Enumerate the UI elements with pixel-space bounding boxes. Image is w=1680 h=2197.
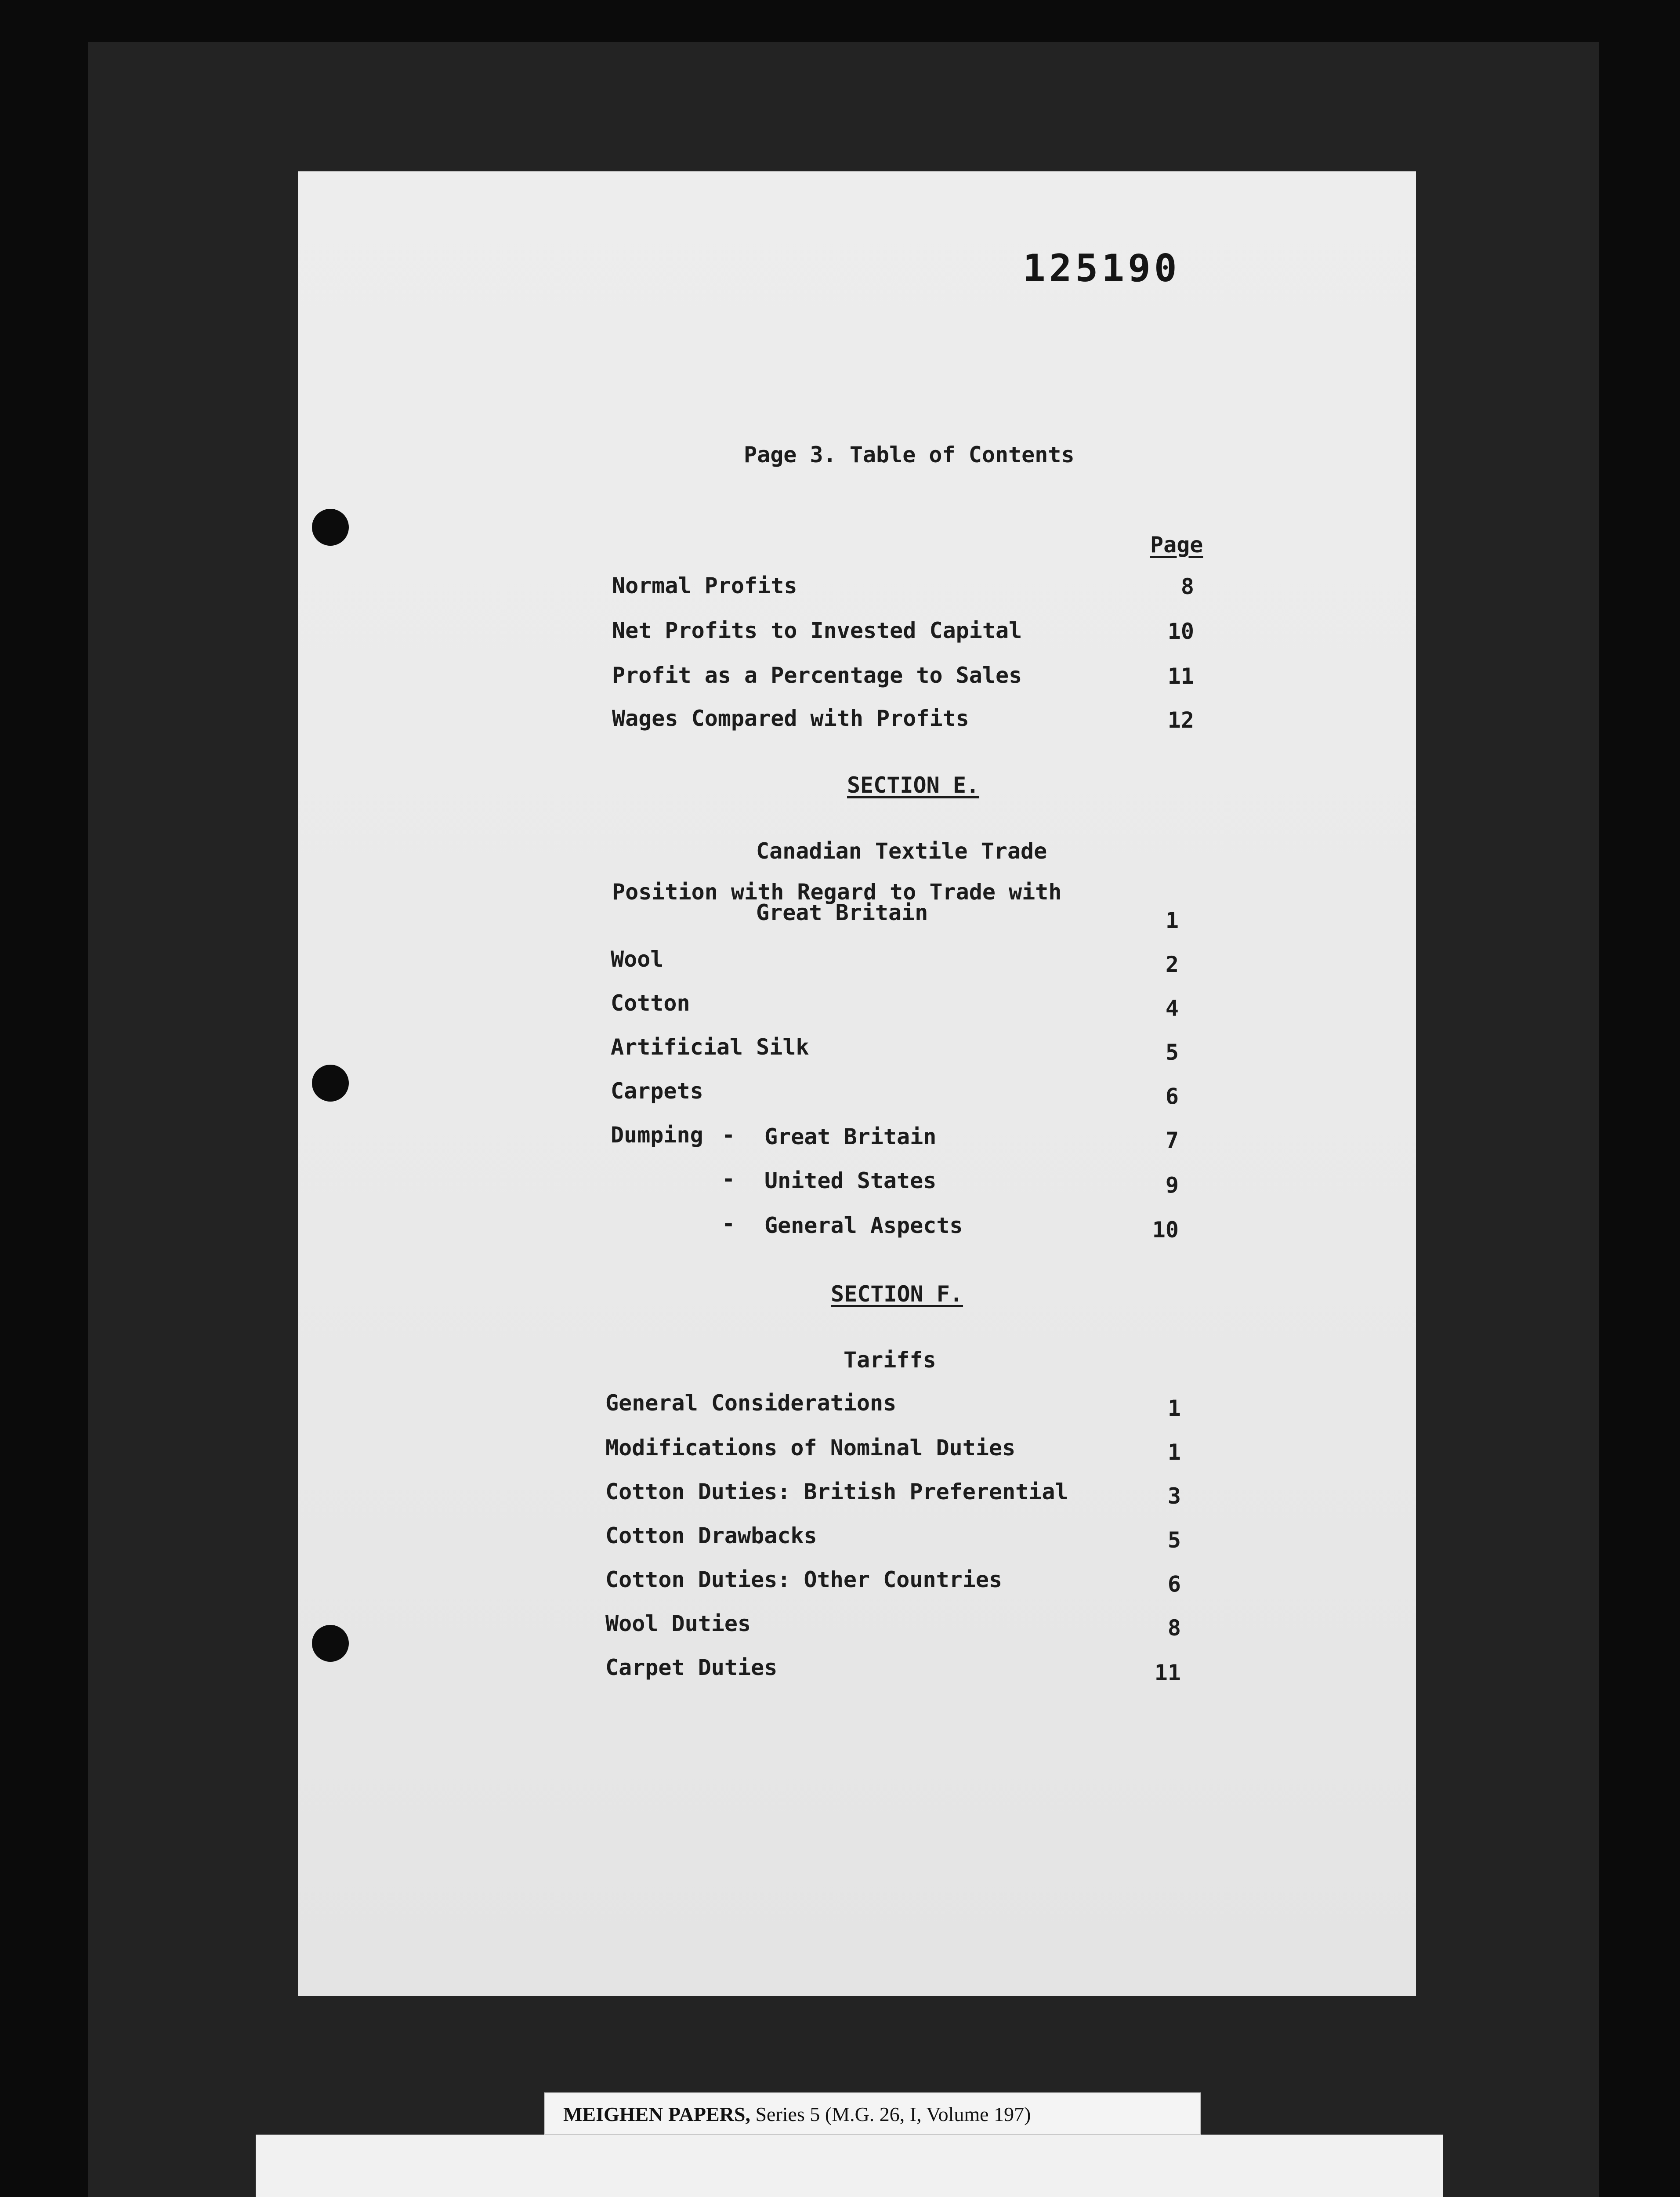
toc-entry-title: Normal Profits bbox=[612, 573, 797, 598]
toc-entry-title: Profit as a Percentage to Sales bbox=[612, 663, 1022, 688]
toc-entry-page: 10 bbox=[1152, 1217, 1179, 1243]
toc-entry-title: Wages Compared with Profits bbox=[612, 706, 969, 731]
toc-entry-page: 2 bbox=[1165, 952, 1179, 977]
punch-hole bbox=[312, 1625, 349, 1662]
toc-entry-page: 3 bbox=[1167, 1483, 1181, 1509]
toc-entry-page: 8 bbox=[1167, 1615, 1181, 1641]
toc-entry-page: 6 bbox=[1167, 1571, 1181, 1597]
toc-entry-title: Wool Duties bbox=[605, 1611, 751, 1636]
toc-entry-page: 6 bbox=[1165, 1084, 1179, 1109]
toc-entry-title: Net Profits to Invested Capital bbox=[612, 618, 1022, 643]
toc-entry-page: 9 bbox=[1165, 1172, 1179, 1198]
toc-entry-page: 1 bbox=[1167, 1439, 1181, 1465]
document-page bbox=[298, 171, 1416, 1996]
dash: - bbox=[722, 1122, 735, 1148]
page-column-label: Page bbox=[1150, 532, 1203, 558]
section-f-label: SECTION F. bbox=[831, 1281, 963, 1307]
punch-hole bbox=[312, 1065, 349, 1102]
toc-entry-title-continued: Great Britain bbox=[756, 900, 928, 925]
toc-subentry-title: Great Britain bbox=[764, 1124, 937, 1149]
toc-subentry-title: United States bbox=[764, 1168, 937, 1193]
toc-entry-page: 10 bbox=[1167, 619, 1194, 644]
toc-entry-title: Artificial Silk bbox=[611, 1034, 809, 1060]
toc-entry-title: Carpet Duties bbox=[605, 1655, 778, 1680]
toc-entry-title: Position with Regard to Trade with bbox=[612, 879, 1062, 905]
toc-entry-title: Modifications of Nominal Duties bbox=[605, 1435, 1016, 1461]
archive-collection-name: MEIGHEN PAPERS, bbox=[563, 2103, 750, 2125]
document-number: 125190 bbox=[1023, 247, 1180, 290]
toc-entry-title: General Considerations bbox=[605, 1390, 897, 1416]
toc-entry-page: 1 bbox=[1165, 908, 1179, 933]
dash: - bbox=[722, 1166, 735, 1192]
punch-hole bbox=[312, 509, 349, 546]
toc-entry-title: Cotton Drawbacks bbox=[605, 1523, 817, 1548]
toc-entry-page: 11 bbox=[1167, 663, 1194, 689]
toc-entry-page: 11 bbox=[1154, 1660, 1181, 1686]
toc-entry-page: 5 bbox=[1165, 1040, 1179, 1065]
toc-entry-page: 12 bbox=[1167, 707, 1194, 733]
toc-entry-page: 8 bbox=[1180, 574, 1194, 599]
toc-entry-page: 1 bbox=[1167, 1396, 1181, 1421]
section-e-subtitle: Canadian Textile Trade bbox=[756, 838, 1047, 864]
archive-stamp bbox=[256, 2135, 1443, 2197]
archive-reference-details: Series 5 (M.G. 26, I, Volume 197) bbox=[750, 2103, 1031, 2125]
toc-entry-page: 5 bbox=[1167, 1527, 1181, 1553]
toc-entry-title: Dumping bbox=[611, 1122, 703, 1148]
page-heading: Page 3. Table of Contents bbox=[744, 442, 1075, 468]
toc-entry-title: Cotton Duties: Other Countries bbox=[605, 1567, 1003, 1592]
toc-entry-title: Carpets bbox=[611, 1078, 703, 1104]
section-f-subtitle: Tariffs bbox=[844, 1347, 936, 1373]
toc-entry-page: 7 bbox=[1165, 1128, 1179, 1153]
toc-entry-title: Wool bbox=[611, 946, 664, 972]
toc-entry-title: Cotton bbox=[611, 990, 690, 1016]
toc-entry-page: 4 bbox=[1165, 996, 1179, 1021]
archive-reference-label bbox=[544, 2092, 1201, 2135]
section-e-label: SECTION E. bbox=[847, 772, 980, 798]
dash: - bbox=[722, 1211, 735, 1236]
toc-entry-title: Cotton Duties: British Preferential bbox=[605, 1479, 1068, 1505]
toc-subentry-title: General Aspects bbox=[764, 1213, 963, 1238]
